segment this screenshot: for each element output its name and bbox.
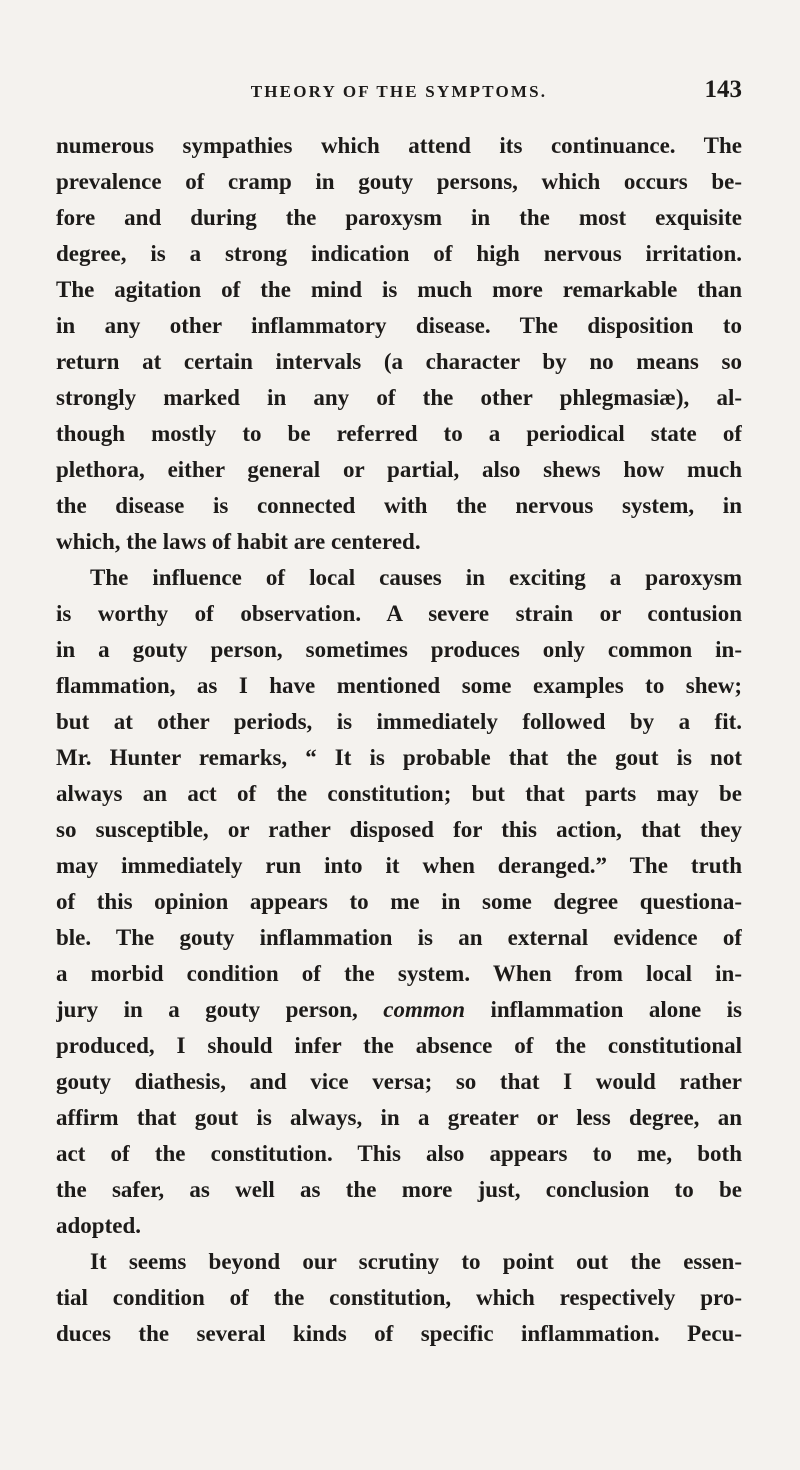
text-line-22: of this opinion appears to me in some degree questiona- <box>56 889 742 914</box>
text-line-31: adopted. <box>56 1213 141 1238</box>
text-line-2: prevalence of cramp in gouty persons, which occurs be- <box>56 169 742 194</box>
text-line-34: duces the several kinds of specific inflammation. Pecu- <box>56 1321 742 1346</box>
text-line-29: act of the constitution. This also appears to me, both <box>56 1141 742 1166</box>
text-line-10: plethora, either general or partial, also shews how much <box>56 457 742 482</box>
text-line-8: strongly marked in any of the other phlegmasiæ), al- <box>56 385 742 410</box>
text-line-32: It seems beyond our scrutiny to point out the essen- <box>90 1249 742 1274</box>
text-line-21: may immediately run into it when deranged.” The truth <box>56 853 742 878</box>
text-line-3: fore and during the paroxysm in the most exquisite <box>56 205 742 230</box>
text-line-23: ble. The gouty inflammation is an external evidence of <box>56 925 742 950</box>
text-line-25 <box>56 992 742 1028</box>
page-header <box>56 74 742 110</box>
page-number: 143 <box>704 76 742 103</box>
text-line-1: numerous sympathies which attend its continuance. The <box>56 133 742 158</box>
text-line-14: is worthy of observation. A severe strain or contusion <box>56 601 742 626</box>
text-line-24: a morbid condition of the system. When from local in- <box>56 961 742 986</box>
text-line-12: which, the laws of habit are centered. <box>56 529 421 554</box>
text-fragment: jury in a gouty person, <box>56 997 358 1022</box>
text-line-17: but at other periods, is immediately followed by a fit. <box>56 709 742 734</box>
text-line-13: The influence of local causes in exciting a paroxysm <box>90 565 742 590</box>
text-line-5: The agitation of the mind is much more remarkable than <box>56 277 742 302</box>
text-line-26: produced, I should infer the absence of the constitutional <box>56 1033 742 1058</box>
text-line-9: though mostly to be referred to a periodical state of <box>56 421 742 446</box>
text-line-33: tial condition of the constitution, which respectively pro- <box>56 1285 742 1310</box>
text-fragment: inflammation alone is <box>490 997 742 1022</box>
text-line-4: degree, is a strong indication of high nervous irritation. <box>56 241 742 266</box>
body-text <box>56 128 742 1352</box>
text-line-19: always an act of the constitution; but that parts may be <box>56 781 742 806</box>
text-line-28: affirm that gout is always, in a greater or less degree, an <box>56 1105 742 1130</box>
text-line-30: the safer, as well as the more just, conclusion to be <box>56 1177 742 1202</box>
text-line-6: in any other inflammatory disease. The disposition to <box>56 313 742 338</box>
running-head: THEORY OF THE SYMPTOMS. <box>250 82 548 101</box>
text-line-20: so susceptible, or rather disposed for this action, that they <box>56 817 742 842</box>
text-line-27: gouty diathesis, and vice versa; so that I would rather <box>56 1069 742 1094</box>
text-line-7: return at certain intervals (a character by no means so <box>56 349 742 374</box>
text-line-16: flammation, as I have mentioned some examples to shew; <box>56 673 742 698</box>
text-line-18: Mr. Hunter remarks, “ It is probable that the gout is not <box>56 745 742 770</box>
text-line-11: the disease is connected with the nervous system, in <box>56 493 742 518</box>
italic-word: common <box>383 997 466 1022</box>
text-line-15: in a gouty person, sometimes produces only common in- <box>56 637 742 662</box>
